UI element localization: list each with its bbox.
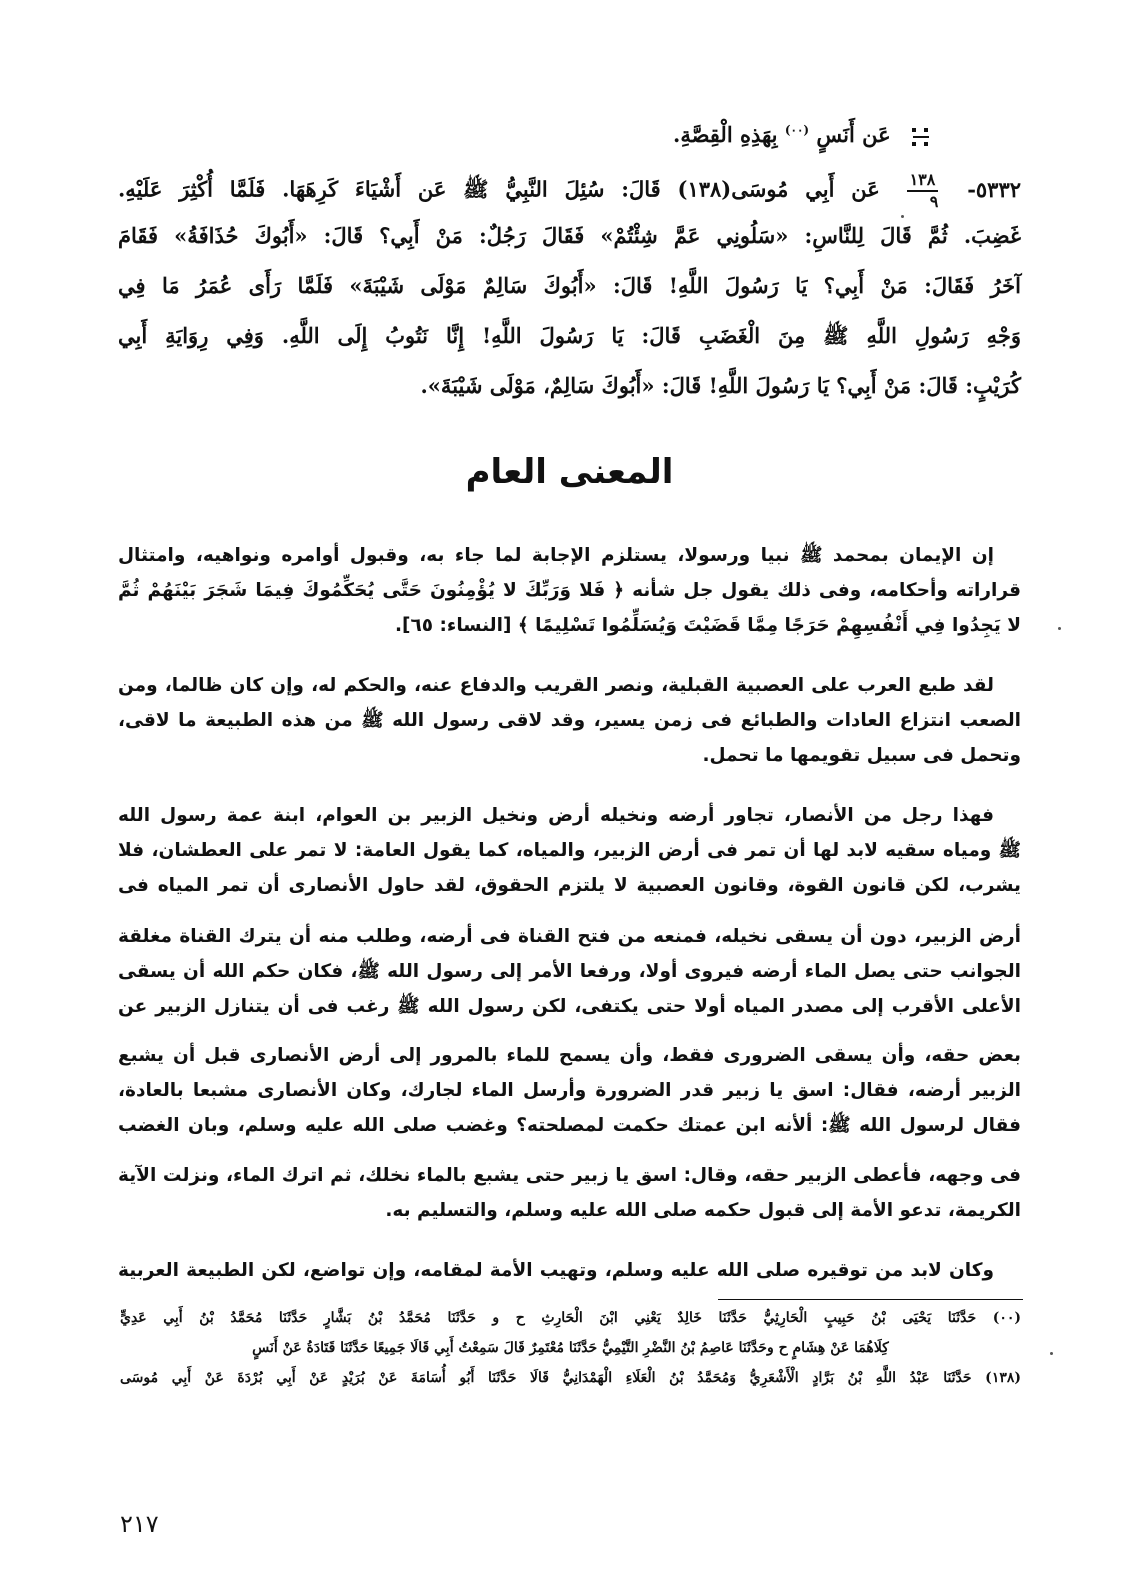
fraction-top: ١٣٨ (907, 172, 939, 192)
footnote-00-line-2: كِلَاهُمَا عَنْ هِشَامٍ ح وحَدَّثَنَا عَاصِمُ بْنُ النَّضْرِ التَّيْمِيُّ حَدَّثَنَا مُعْتَمِرٌ قَالَ سَمِعْتُ أَبِي قَالَا جَمِيعًا حَدَّثَنَا قَتَادَةُ عَنْ أَنَسٍ (252, 1340, 889, 1356)
paragraph-3-line-8: الزبير أرضه، فقال: اسق يا زبير قدر الضرورة وأرسل الماء لجارك، وكان الأنصارى مشبعا بالعادة، (118, 1080, 1021, 1101)
scan-speck (1050, 1352, 1053, 1355)
paragraph-3-line-5: الجوانب حتى يصل الماء أرضه فيروى أولا، ورفعا الأمر إلى رسول الله ﷺ، فكان حكم الله أن يسقى (118, 961, 1021, 982)
paragraph-2-line-2: الصعب انتزاع العادات والطبائع فى زمن يسير، وقد لاقى رسول الله ﷺ من هذه الطبيعة ما لاقى، (118, 710, 1021, 731)
paragraph-3-line-7: بعض حقه، وأن يسقى الضرورى فقط، وأن يسمح للماء بالمرور إلى أرض الأنصارى قبل أن يشبع (118, 1045, 1021, 1066)
scan-speck (1058, 627, 1061, 630)
paragraph-2-line-3: وتحمل فى سبيل تقويمها ما تحمل. (702, 745, 1021, 766)
fraction-bottom: ٩ (929, 192, 939, 211)
section-title: المعنى العام (465, 452, 674, 492)
paragraph-4-line-1: وكان لابد من توقيره صلى الله عليه وسلم، وتهيب الأمة لمقامه، وإن تواضع، لكن الطبيعة العربية (118, 1260, 994, 1281)
hadith-text: عَن أَبِي مُوسَى(١٣٨) قَالَ: سُئِلَ النَّبِيُّ ﷺ عَن أَشْيَاءَ كَرِهَهَا. فَلَمَّا أُكْثِرَ عَلَيْهِ. (118, 176, 880, 202)
paragraph-3-line-10: فى وجهه، فأعطى الزبير حقه، وقال: اسق يا زبير حتى يشبع بالماء نخلك، ثم اترك الماء، ونزلت الآية (118, 1165, 1021, 1186)
hadith-line-4: وَجْهِ رَسُولِ اللَّهِ ﷺ مِنَ الْغَضَبِ قَالَ: يَا رَسُولَ اللَّهِ! إِنَّا نَتُوبُ إِلَى اللَّهِ. وَفِي رِوَايَةِ أَبِي (118, 323, 1021, 348)
paragraph-3-line-9: فقال لرسول الله ﷺ: ألأنه ابن عمتك حكمت لمصلحته؟ وغضب صلى الله عليه وسلم، وبان الغضب (118, 1115, 1021, 1136)
intro-rest: بِهَذِهِ الْقِصَّةِ. (673, 122, 778, 147)
hadith-line-2: غَضِبَ. ثُمَّ قَالَ لِلنَّاسِ: «سَلُونِي عَمَّ شِئْتُمْ» فَقَالَ رَجُلٌ: مَنْ أَبِي؟ قَالَ: «أَبُوكَ حُذَافَةُ» فَقَامَ (118, 223, 1021, 248)
paragraph-3-line-1: فهذا رجل من الأنصار، تجاور أرضه ونخيله أرض ونخيل الزبير بن العوام، ابنة عمة رسول الله (118, 805, 994, 826)
intro-line (673, 122, 932, 148)
hadith-line-5: كُرَيْبٍ: قَالَ: مَنْ أَبِي؟ يَا رَسُولَ اللَّهِ! قَالَ: «أَبُوكَ سَالِمٌ، مَوْلَى شَيْبَةَ». (420, 373, 1021, 398)
footnote-138: (١٣٨) حَدَّثَنَا عَبْدُ اللَّهِ بْنُ بَرَّادٍ الْأَشْعَرِيُّ وَمُحَمَّدُ بْنُ الْعَلَاءِ الْهَمْدَانِيُّ قَالَا حَدَّثَنَا أَبُو أُسَامَةَ عَنْ بُرَيْدٍ عَنْ أَبِي بُرْدَةَ عَنْ أَبِي مُوسَى (120, 1370, 1021, 1386)
paragraph-3-line-11: الكريمة، تدعو الأمة إلى قبول حكمه صلى الله عليه وسلم، والتسليم به. (385, 1200, 1021, 1221)
paragraph-3-line-2: ﷺ ومياه سقيه لابد لها أن تمر فى أرض الزبير، والمياه، كما يقول العامة: لا تمر على العطشان، فلا (118, 840, 1021, 861)
footnote-separator (718, 1299, 1023, 1300)
footnote-ref[interactable]: (٠٠) (784, 123, 810, 137)
paragraph-1-line-1: إن الإيمان بمحمد ﷺ نبيا ورسولا، يستلزم الإجابة لما جاء به، وقبول أوامره ونواهيه، وامتثال (118, 545, 994, 566)
paragraph-1-line-2: قراراته وأحكامه، وفى ذلك يقول جل شأنه ﴿ فَلا وَرَبِّكَ لا يُؤْمِنُونَ حَتَّى يُحَكِّمُوكَ فِيمَا شَجَرَ بَيْنَهُمْ ثُمَّ (118, 580, 1021, 601)
hadith-line-1 (118, 172, 1021, 210)
hadith-number: ٥٣٣٢- (967, 176, 1022, 202)
hadith-line-3: آخَرُ فَقَالَ: مَنْ أَبِي؟ يَا رَسُولَ اللَّهِ! قَالَ: «أَبُوكَ سَالِمٌ مَوْلَى شَيْبَةَ» فَلَمَّا رَأَى عُمَرُ مَا فِي (118, 273, 1021, 298)
page-number: ٢١٧ (120, 1510, 159, 1538)
hadith-separator-icon (910, 126, 932, 148)
paragraph-1-line-3: لا يَجِدُوا فِي أَنْفُسِهِمْ حَرَجًا مِمَّا قَضَيْتَ وَيُسَلِّمُوا تَسْلِيمًا ﴾ [النساء: ٦٥]. (394, 615, 1021, 636)
paragraph-3-line-4: أرض الزبير، دون أن يسقى نخيله، فمنعه من فتح القناة فى أرضه، وطلب منه أن يترك القناة مغلقة (118, 926, 1021, 947)
scan-speck (901, 215, 904, 218)
intro-text: عَن أَنَسٍ (816, 122, 891, 147)
paragraph-3-line-3: يشرب، لكن قانون القوة، وقانون العصبية لا يلتزم الحقوق، لقد حاول الأنصارى أن تمر المياه فى (118, 875, 1021, 896)
hadith-fraction (907, 172, 939, 210)
paragraph-2-line-1: لقد طبع العرب على العصبية القبلية، ونصر القريب والدفاع عنه، والحكم له، وإن كان ظالما، ومن (118, 675, 994, 696)
paragraph-3-line-6: الأعلى الأقرب إلى مصدر المياه أولا حتى يكتفى، لكن رسول الله ﷺ رغب فى أن يتنازل الزبير عن (118, 996, 1021, 1017)
footnote-00-line-1: (٠٠) حَدَّثَنَا يَحْيَى بْنُ حَبِيبٍ الْحَارِثِيُّ حَدَّثَنَا خَالِدٌ يَعْنِي ابْنَ الْحَارِثِ ح و حَدَّثَنَا مُحَمَّدُ بْنُ بَشَّارٍ حَدَّثَنَا مُحَمَّدُ بْنُ أَبِي عَدِيٍّ (120, 1310, 1021, 1326)
